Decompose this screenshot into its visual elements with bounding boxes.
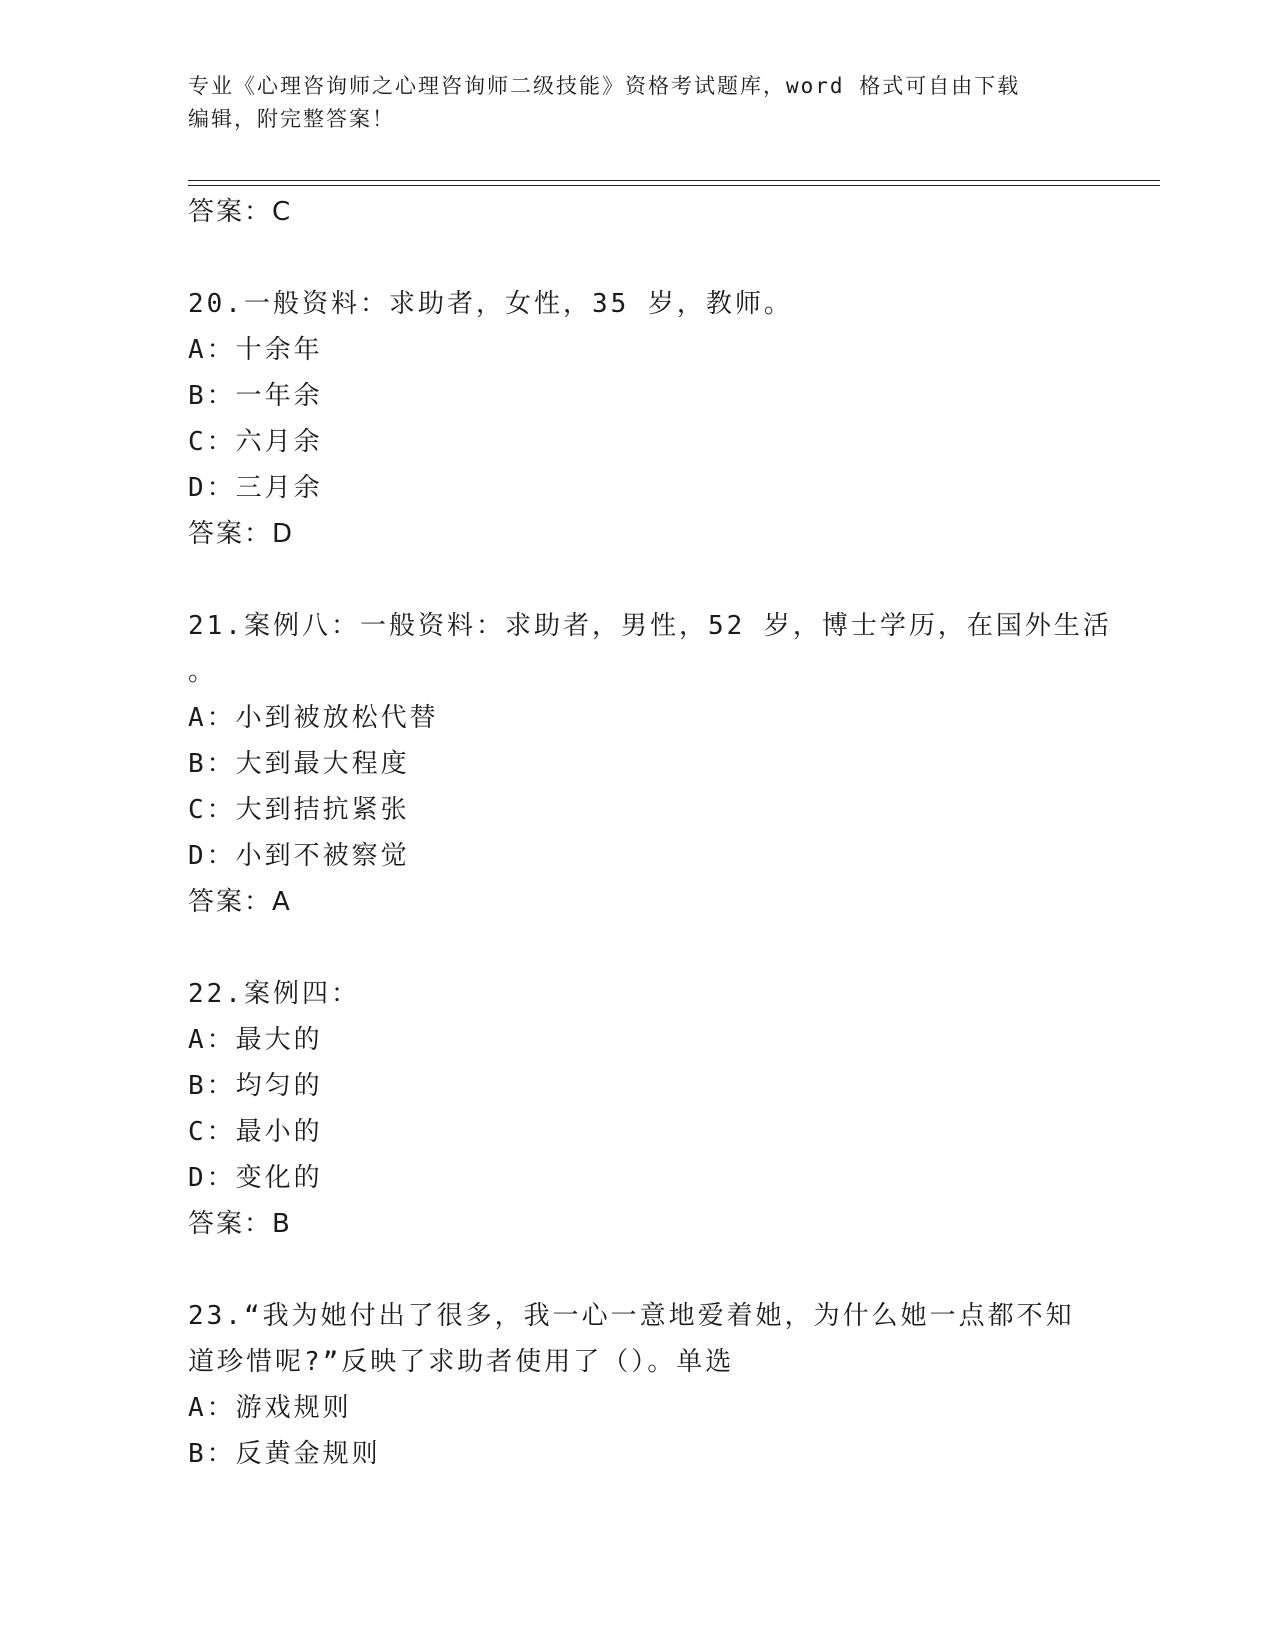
header-line-2: 编辑，附完整答案！ [188,107,395,131]
question-23 [188,1293,1088,1477]
option-a: A：最大的 [188,1025,323,1055]
option-c: C：六月余 [188,427,323,457]
option-d: D：小到不被察觉 [188,841,410,871]
answer: 答案：A [188,887,292,917]
option-c: C：大到拮抗紧张 [188,795,410,825]
option-a: A：游戏规则 [188,1393,352,1423]
question-stem-continued: 。 [188,657,218,687]
previous-answer: 答案：C [188,197,293,227]
question-stem: 23.“我为她付出了很多，我一心一意地爱着她，为什么她一点都不知 [188,1301,1075,1331]
answer: 答案：B [188,1209,292,1239]
option-b: B：大到最大程度 [188,749,410,779]
answer: 答案：D [188,519,295,549]
option-b: B：均匀的 [188,1071,323,1101]
option-d: D：三月余 [188,473,323,503]
question-stem: 22.案例四： [188,979,360,1009]
option-d: D：变化的 [188,1163,323,1193]
document-header [188,70,1088,136]
header-divider-bottom [188,185,1160,186]
spacer [188,235,1088,281]
option-b: B：一年余 [188,381,323,411]
option-a: A：小到被放松代替 [188,703,439,733]
question-21 [188,603,1112,925]
question-stem: 20.一般资料：求助者，女性，35 岁，教师。 [188,289,793,319]
question-stem: 21.案例八：一般资料：求助者，男性，52 岁，博士学历，在国外生活 [188,611,1112,641]
option-b: B：反黄金规则 [188,1439,381,1469]
header-line-1: 专业《心理咨询师之心理咨询师二级技能》资格考试题库，word 格式可自由下载 [188,74,1021,98]
spacer [188,925,1088,971]
question-20 [188,281,1088,557]
option-a: A：十余年 [188,335,323,365]
spacer [188,557,1088,603]
question-list [188,189,1112,1477]
question-22 [188,971,1088,1247]
option-c: C：最小的 [188,1117,323,1147]
spacer [188,1247,1088,1293]
header-divider-top [188,180,1160,181]
question-stem-continued: 道珍惜呢?”反映了求助者使用了（）。单选 [188,1347,735,1377]
